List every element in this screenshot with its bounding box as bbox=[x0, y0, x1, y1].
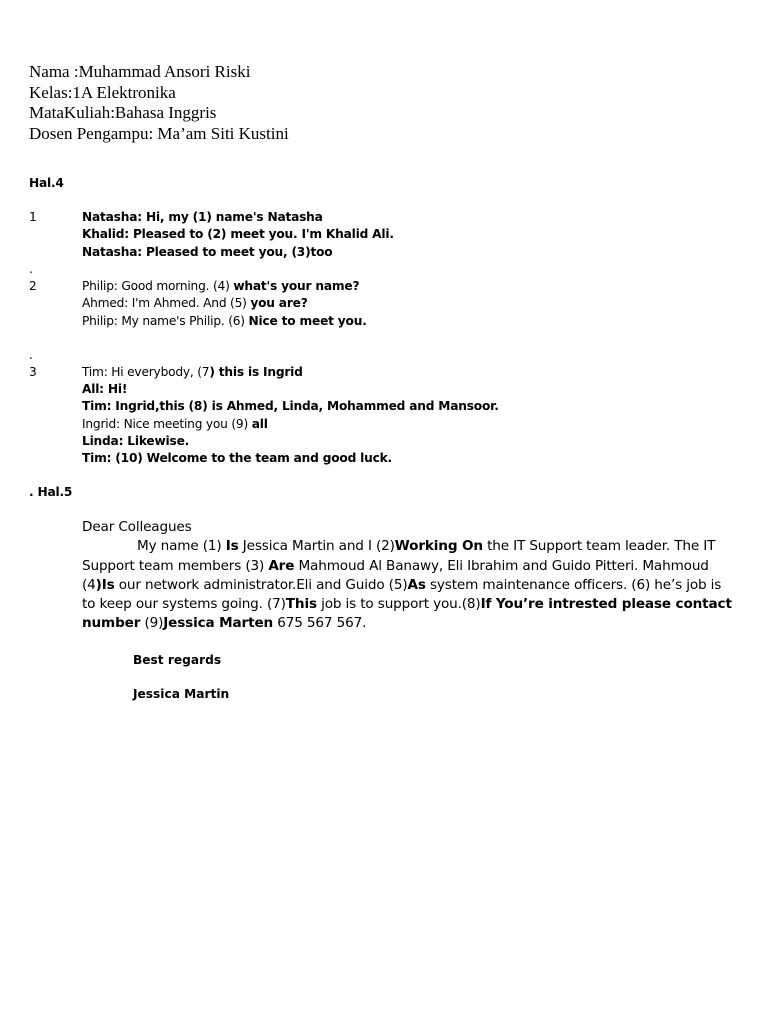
text-run: Linda: Likewise. bbox=[82, 434, 190, 448]
student-name: Nama :Muhammad Ansori Riski bbox=[29, 62, 251, 81]
text-run: My name (1) bbox=[137, 538, 226, 555]
answer-9: all bbox=[251, 417, 268, 431]
letter-closing: Best regards bbox=[133, 653, 222, 667]
exercise-1-number: 1 bbox=[29, 210, 37, 224]
text-run: Natasha: Hi, my (1) bbox=[82, 210, 216, 224]
answer-8: If You’re intrested please contact number bbox=[82, 596, 732, 632]
student-class: Kelas:1A Elektronika bbox=[29, 82, 176, 102]
text-run: the IT Support team leader. The IT Support team members (3) bbox=[82, 538, 716, 574]
answer-1: Is bbox=[225, 538, 239, 555]
exercise-3-line-2 bbox=[82, 382, 127, 396]
text-run: our network administrator.Eli and Guido (5) bbox=[114, 576, 408, 593]
answer-7: ) this is Ingrid bbox=[209, 365, 303, 379]
answer-5: you are? bbox=[250, 296, 308, 310]
exercise-2-number: 2 bbox=[29, 279, 37, 293]
student-header bbox=[29, 62, 289, 144]
answer-4: )Is bbox=[95, 576, 115, 593]
answer-3: Are bbox=[268, 557, 295, 574]
text-run: Tim: Ingrid,this (8) is Ahmed, Linda, Mohammed and Mansoor. bbox=[82, 399, 499, 413]
text-run: Philip: My name's Philip. (6) bbox=[82, 314, 249, 328]
answer-1: name's Natasha bbox=[215, 210, 323, 224]
text-run: Natasha: Pleased to meet you, (3) bbox=[82, 245, 311, 259]
answer-6: Nice to meet you. bbox=[248, 314, 367, 328]
answer-4: what's your name? bbox=[233, 279, 360, 293]
exercise-2-line-3 bbox=[82, 314, 367, 328]
exercise-2-line-2 bbox=[82, 296, 308, 310]
letter-body bbox=[82, 537, 732, 633]
exercise-1-line-3 bbox=[82, 245, 332, 259]
exercise-1-line-1 bbox=[82, 210, 323, 224]
text-run: Ingrid: Nice meeting you (9) bbox=[82, 417, 252, 431]
text-run: system maintenance officers. (6) he’s job is to keep our systems going. (7) bbox=[82, 576, 722, 613]
answer-10: ) Welcome to the team and good luck. bbox=[137, 451, 392, 465]
course-name: MataKuliah:Bahasa Inggris bbox=[29, 103, 217, 122]
text-run: All: Hi! bbox=[82, 382, 128, 396]
text-run: Tim: (10 bbox=[82, 451, 138, 465]
separator-dot: . bbox=[29, 262, 33, 276]
letter bbox=[82, 518, 732, 634]
letter-signature: Jessica Martin bbox=[133, 687, 230, 701]
text-run: Philip: Good morning. (4) bbox=[82, 279, 234, 293]
exercise-3-line-1 bbox=[82, 365, 303, 379]
text-run: job is to support you.(8) bbox=[316, 596, 481, 613]
answer-3: too bbox=[310, 245, 333, 259]
text-run: Mahmoud Al Banawy, Eli Ibrahim and Guido Pitteri. Mahmoud (4 bbox=[82, 557, 709, 593]
exercise-1-line-2 bbox=[82, 227, 394, 241]
answer-7: This bbox=[285, 596, 317, 613]
answer-5: As bbox=[407, 576, 426, 593]
exercise-3-line-5 bbox=[82, 434, 189, 448]
hal5-heading: . Hal.5 bbox=[29, 485, 73, 499]
exercise-3-line-3 bbox=[82, 399, 499, 413]
exercise-3-line-6 bbox=[82, 451, 392, 465]
exercise-3-number: 3 bbox=[29, 365, 37, 379]
hal4-heading: Hal.4 bbox=[29, 176, 64, 190]
exercise-3-line-4 bbox=[82, 417, 268, 431]
letter-greeting: Dear Colleagues bbox=[82, 519, 192, 535]
text-run: (9) bbox=[140, 615, 164, 632]
exercise-2-line-1 bbox=[82, 279, 359, 293]
text-run: Jessica Martin and I (2) bbox=[238, 538, 395, 555]
text-run: 675 567 567. bbox=[273, 615, 367, 632]
lecturer-name: Dosen Pengampu: Ma’am Siti Kustini bbox=[29, 123, 289, 143]
answer-2: Working On bbox=[394, 538, 483, 555]
text-run: Khalid: Pleased to (2) meet you. I'm Khalid Ali. bbox=[82, 227, 394, 241]
separator-dot: . bbox=[29, 348, 33, 362]
answer-9: Jessica Marten bbox=[163, 615, 274, 632]
text-run: Tim: Hi everybody, (7 bbox=[82, 365, 210, 379]
text-run: Ahmed: I'm Ahmed. And (5) bbox=[82, 296, 251, 310]
